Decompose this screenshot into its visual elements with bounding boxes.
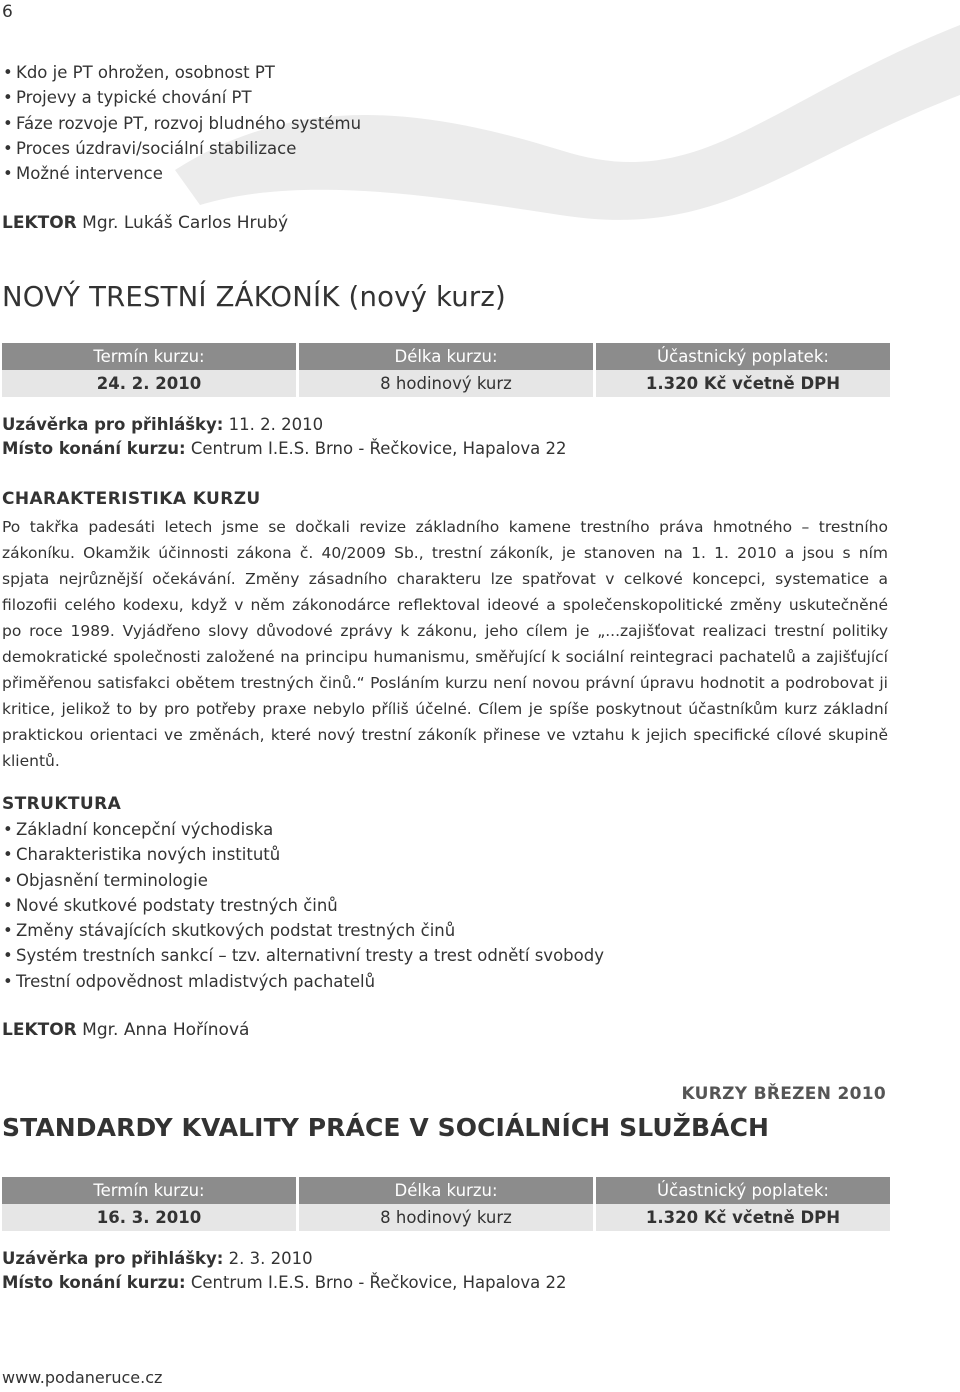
deadline-label: Uzávěrka pro přihlášky: — [2, 1249, 224, 1268]
table-header-cell: Účastnický poplatek: — [596, 343, 890, 370]
venue-value: Centrum I.E.S. Brno - Řečkovice, Hapalova 22 — [190, 439, 567, 458]
lecturer-name: Mgr. Lukáš Carlos Hrubý — [82, 213, 289, 233]
table-cell-fee: 1.320 Kč včetně DPH — [596, 1204, 890, 1231]
list-item: • Charakteristika nových institutů — [2, 842, 604, 867]
list-item: • Nové skutkové podstaty trestných činů — [2, 893, 604, 918]
series-label: KURZY BŘEZEN 2010 — [681, 1084, 886, 1104]
lecturer-label: LEKTOR — [2, 1020, 77, 1040]
course-info-table — [0, 343, 893, 397]
list-item: • Fáze rozvoje PT, rozvoj bludného systému — [2, 111, 361, 136]
venue-label: Místo konání kurzu: — [2, 1273, 186, 1292]
table-header-cell: Délka kurzu: — [299, 1177, 593, 1204]
course-title: STANDARDY KVALITY PRÁCE V SOCIÁLNÍCH SLUŽBÁCH — [2, 1113, 770, 1142]
page-number: 6 — [2, 2, 13, 22]
section-heading: STRUKTURA — [2, 794, 122, 814]
list-item: • Objasnění terminologie — [2, 868, 604, 893]
lecturer-line — [2, 213, 288, 233]
table-header-cell: Termín kurzu: — [2, 1177, 296, 1204]
list-item: • Trestní odpovědnost mladistvých pachatelů — [2, 969, 604, 994]
lecturer-line — [2, 1020, 249, 1040]
list-item: • Proces úzdravi/sociální stabilizace — [2, 136, 361, 161]
footer-website-link[interactable]: www.podaneruce.cz — [2, 1368, 163, 1387]
table-cell-date: 24. 2. 2010 — [2, 370, 296, 397]
table-cell-date: 16. 3. 2010 — [2, 1204, 296, 1231]
structure-list — [2, 817, 604, 994]
course-description: Po takřka padesáti letech jsme se dočkali revize základního kamene trestního práva hmotného – trestního zákoníku. Okamžik účinnosti zákona č. 40/2009 Sb., trestní zákoník, je stanoven na 1. 1. 2010 a jsou s ním spjata nejrůznější očekávání. Změny zásadního charakteru lze spatřovat v celkové koncepci, systematice a filozofii celého kodexu, když v něm zákonodárce reflektoval ideové a společenskopolitické změny uskutečněné po roce 1989. Vyjádřeno slovy důvodové zprávy k zákonu, jeho cílem je „...zajišťovat realizaci trestní politiky demokratické společnosti založené na principu humanismu, směřující k sociální reintegraci pachatelů a zajišťující přiměřenou satisfakci obětem trestných činů.“ Posláním kurzu není novou právní úpravu hodnotit a podrobovat ji kritice, jelikož to by pro potřeby praxe nebylo příliš účelné. Cílem je spíše poskytnout účastníkům kurz základní praktickou orientaci ve změnách, které nový trestní zákoník přinese ve vztahu k jejich specifické cílové skupině klientů. — [2, 518, 888, 770]
venue-label: Místo konání kurzu: — [2, 439, 186, 458]
table-header-cell: Termín kurzu: — [2, 343, 296, 370]
course-meta — [2, 413, 567, 461]
list-item: • Změny stávajících skutkových podstat trestných činů — [2, 918, 604, 943]
deadline-label: Uzávěrka pro přihlášky: — [2, 415, 224, 434]
course-title: NOVÝ TRESTNÍ ZÁKONÍK (nový kurz) — [2, 281, 506, 313]
deadline-line — [2, 413, 567, 437]
venue-value: Centrum I.E.S. Brno - Řečkovice, Hapalova 22 — [190, 1273, 567, 1292]
course-info-table — [0, 1177, 893, 1231]
section-heading: CHARAKTERISTIKA KURZU — [2, 489, 261, 509]
table-header-cell: Délka kurzu: — [299, 343, 593, 370]
table-cell-fee: 1.320 Kč včetně DPH — [596, 370, 890, 397]
table-cell-length: 8 hodinový kurz — [299, 1204, 593, 1231]
table-header-cell: Účastnický poplatek: — [596, 1177, 890, 1204]
deadline-value: 11. 2. 2010 — [228, 415, 324, 434]
table-header-row — [2, 1177, 890, 1204]
deadline-value: 2. 3. 2010 — [228, 1249, 313, 1268]
list-item: • Kdo je PT ohrožen, osobnost PT — [2, 60, 361, 85]
venue-line — [2, 437, 567, 461]
list-item: • Možné intervence — [2, 161, 361, 186]
table-cell-length: 8 hodinový kurz — [299, 370, 593, 397]
list-item: • Systém trestních sankcí – tzv. alternativní tresty a trest odnětí svobody — [2, 943, 604, 968]
deadline-line — [2, 1247, 567, 1271]
course-meta — [2, 1247, 567, 1295]
intro-bullet-list — [2, 60, 361, 186]
lecturer-label: LEKTOR — [2, 213, 77, 233]
list-item: • Základní koncepční východiska — [2, 817, 604, 842]
table-header-row — [2, 343, 890, 370]
venue-line — [2, 1271, 567, 1295]
table-row — [2, 370, 890, 397]
lecturer-name: Mgr. Anna Hořínová — [82, 1020, 250, 1040]
table-row — [2, 1204, 890, 1231]
list-item: • Projevy a typické chování PT — [2, 85, 361, 110]
